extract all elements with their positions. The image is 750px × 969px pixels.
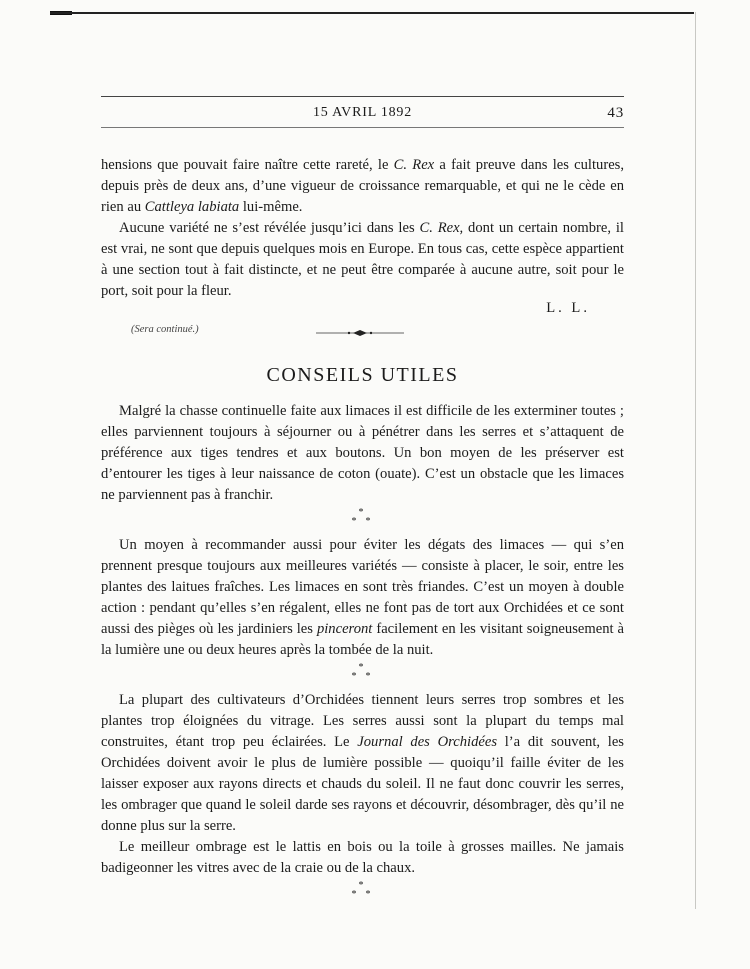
scan-top-border	[50, 12, 694, 14]
section-title: CONSEILS UTILES	[266, 364, 459, 386]
journal-title: Journal des Orchidées	[357, 734, 498, 750]
paragraph	[101, 690, 624, 837]
paragraph	[101, 218, 624, 302]
asterism-star: *	[351, 889, 357, 900]
asterism-star: *	[358, 662, 364, 673]
text-run: dont un certain nombre, il est vrai, ne sont que depuis quelques mois en Europe. En tous cas, cette espèce appartient à une section tout à fait distincte, et ne peut être comparée à aucune autre, soit pour le port, soit pour la fleur.	[101, 220, 624, 299]
asterism-star: *	[365, 671, 371, 682]
continued-article	[101, 155, 625, 335]
text-run: facilement en les visitant soigneusement à la lumière une ou deux heures après la tombée de la nuit.	[101, 621, 625, 658]
asterism-divider	[348, 506, 378, 530]
asterism-star: *	[365, 889, 371, 900]
to-be-continued-note: (Sera continué.)	[131, 324, 199, 335]
text-run: a fait preuve dans les cultures, depuis près de deux ans, d’une vigueur de croissance remarquable, et qui ne le cède en rien au	[101, 157, 625, 215]
paragraph-continued	[101, 155, 624, 218]
ornamental-rule	[316, 329, 404, 337]
text-run: lui-même.	[239, 199, 303, 215]
asterism-star: *	[351, 516, 357, 527]
paragraph: Malgré la chasse continuelle faite aux limaces il est difficile de les exterminer toutes ; elles parviennent toujours à séjourner ou à pénétrer dans les serres et s’attaquent de préférence aux tiges tendres et aux boutons. Un bon moyen de les préserver est d’entourer les tiges à leur naissance de coton (ouate). C’est un obstacle que les limaces ne parviennent pas à franchir.	[101, 403, 624, 503]
text-run: hensions que pouvait faire naître cette rareté, le	[101, 157, 394, 173]
text-run: Un moyen à recommander aussi pour éviter les dégats des limaces — qui s’en prennent presque toujours aux meilleures variétés — consiste à placer, le soir, entre les plantes des laitues fraîches. Les limaces en sont très friandes. C’est un moyen à double action : pendant qu’elles s’en régalent, elles ne font pas de tort aux Orchidées et ce sont aussi des pièges où les jardiniers les	[101, 537, 624, 637]
species-name: C. Rex	[393, 157, 435, 173]
author-signature: L. L.	[546, 300, 590, 316]
species-name: Cattleya labiata	[144, 199, 240, 215]
journal-page	[101, 96, 624, 903]
running-header	[101, 103, 624, 125]
paragraph: Le meilleur ombrage est le lattis en bois ou la toile à grosses mailles. Ne jamais badigeonner les vitres avec de la craie ou de la chaux.	[101, 839, 624, 876]
text-run: La plupart des cultivateurs d’Orchidées tiennent leurs serres trop sombres et les plantes trop éloignées du vitrage. Les serres aussi sont la plupart du temps mal construites, étant trop peu éclairées. Le	[101, 692, 624, 750]
paragraph	[101, 535, 624, 661]
species-name: C. Rex,	[419, 220, 464, 236]
scan-right-border	[695, 12, 696, 909]
header-top-rule	[101, 96, 624, 97]
asterism-star: *	[358, 507, 364, 518]
page-number: 43	[607, 105, 624, 121]
header-date: 15 AVRIL 1892	[312, 105, 413, 120]
asterism-star: *	[365, 516, 371, 527]
asterism-star: *	[351, 671, 357, 682]
text-run: l’a dit souvent, les Orchidées doivent avoir le plus de lumière possible — quoiqu’il faille éviter de les laisser exposer aux rayons directs et chauds du soleil. Il ne faut donc couvrir les serres, les ombrager que quand le soleil darde ses rayons et découvrir, désombrager, dès qu’il ne donne plus sur la serre.	[101, 734, 624, 834]
text-run: Aucune variété ne s’est révélée jusqu’ici dans les	[119, 220, 420, 236]
asterism-star: *	[358, 880, 364, 891]
section-body	[101, 401, 624, 903]
signature-row	[101, 300, 624, 335]
asterism-divider	[348, 879, 378, 903]
asterism-divider	[348, 661, 378, 685]
emphasis: pinceront	[316, 621, 373, 637]
header-bottom-rule	[101, 127, 624, 128]
